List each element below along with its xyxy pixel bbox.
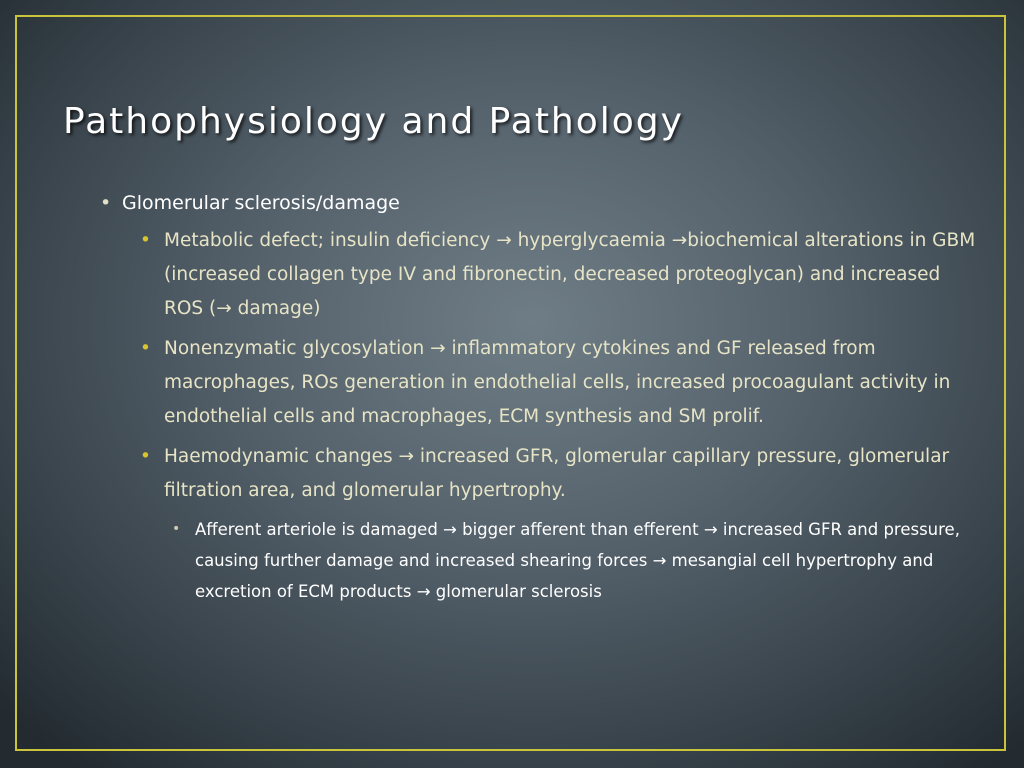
- slide-content: [100, 186, 980, 613]
- sub-sub-bullet-text: Afferent arteriole is damaged → bigger afferent than efferent → increased GFR and pressure, causing further damage and increased shearing forces → mesangial cell hypertrophy and excretion of ECM products → glomerular sclerosis: [195, 520, 960, 601]
- bullet-dot-icon: •: [100, 192, 112, 214]
- slide-title: Pathophysiology and Pathology: [63, 101, 684, 142]
- sub-bullet-text: Haemodynamic changes → increased GFR, glomerular capillary pressure, glomerular filtration area, and glomerular hypertrophy.: [164, 446, 950, 501]
- bullet-dot-icon: •: [140, 338, 151, 359]
- sub-bullet-haemodynamic-changes: [140, 440, 980, 607]
- bullet-glomerular-sclerosis: [100, 186, 980, 607]
- sub-bullet-text: Nonenzymatic glycosylation → inflammatory cytokines and GF released from macrophages, ROs generation in endothelial cells, increased procoagulant activity in endothelial cells and macrophages, ECM synthesis and SM prolif.: [164, 338, 951, 427]
- sub-sub-bullet-list: [172, 514, 980, 607]
- bullet-dot-icon: •: [140, 230, 151, 251]
- sub-bullet-metabolic-defect: [140, 224, 980, 326]
- bullet-text: Glomerular sclerosis/damage: [122, 192, 400, 214]
- bullet-dot-icon: •: [172, 521, 181, 537]
- bullet-list: [100, 186, 980, 607]
- sub-bullet-text: Metabolic defect; insulin deficiency → hyperglycaemia →biochemical alterations in GBM (increased collagen type IV and fibronectin, decreased proteoglycan) and increased ROS (→ damage): [164, 230, 976, 319]
- sub-bullet-list: [140, 224, 980, 607]
- bullet-dot-icon: •: [140, 446, 151, 467]
- sub-sub-bullet-afferent-arteriole: [172, 514, 980, 607]
- sub-bullet-nonenzymatic-glycosylation: [140, 332, 980, 434]
